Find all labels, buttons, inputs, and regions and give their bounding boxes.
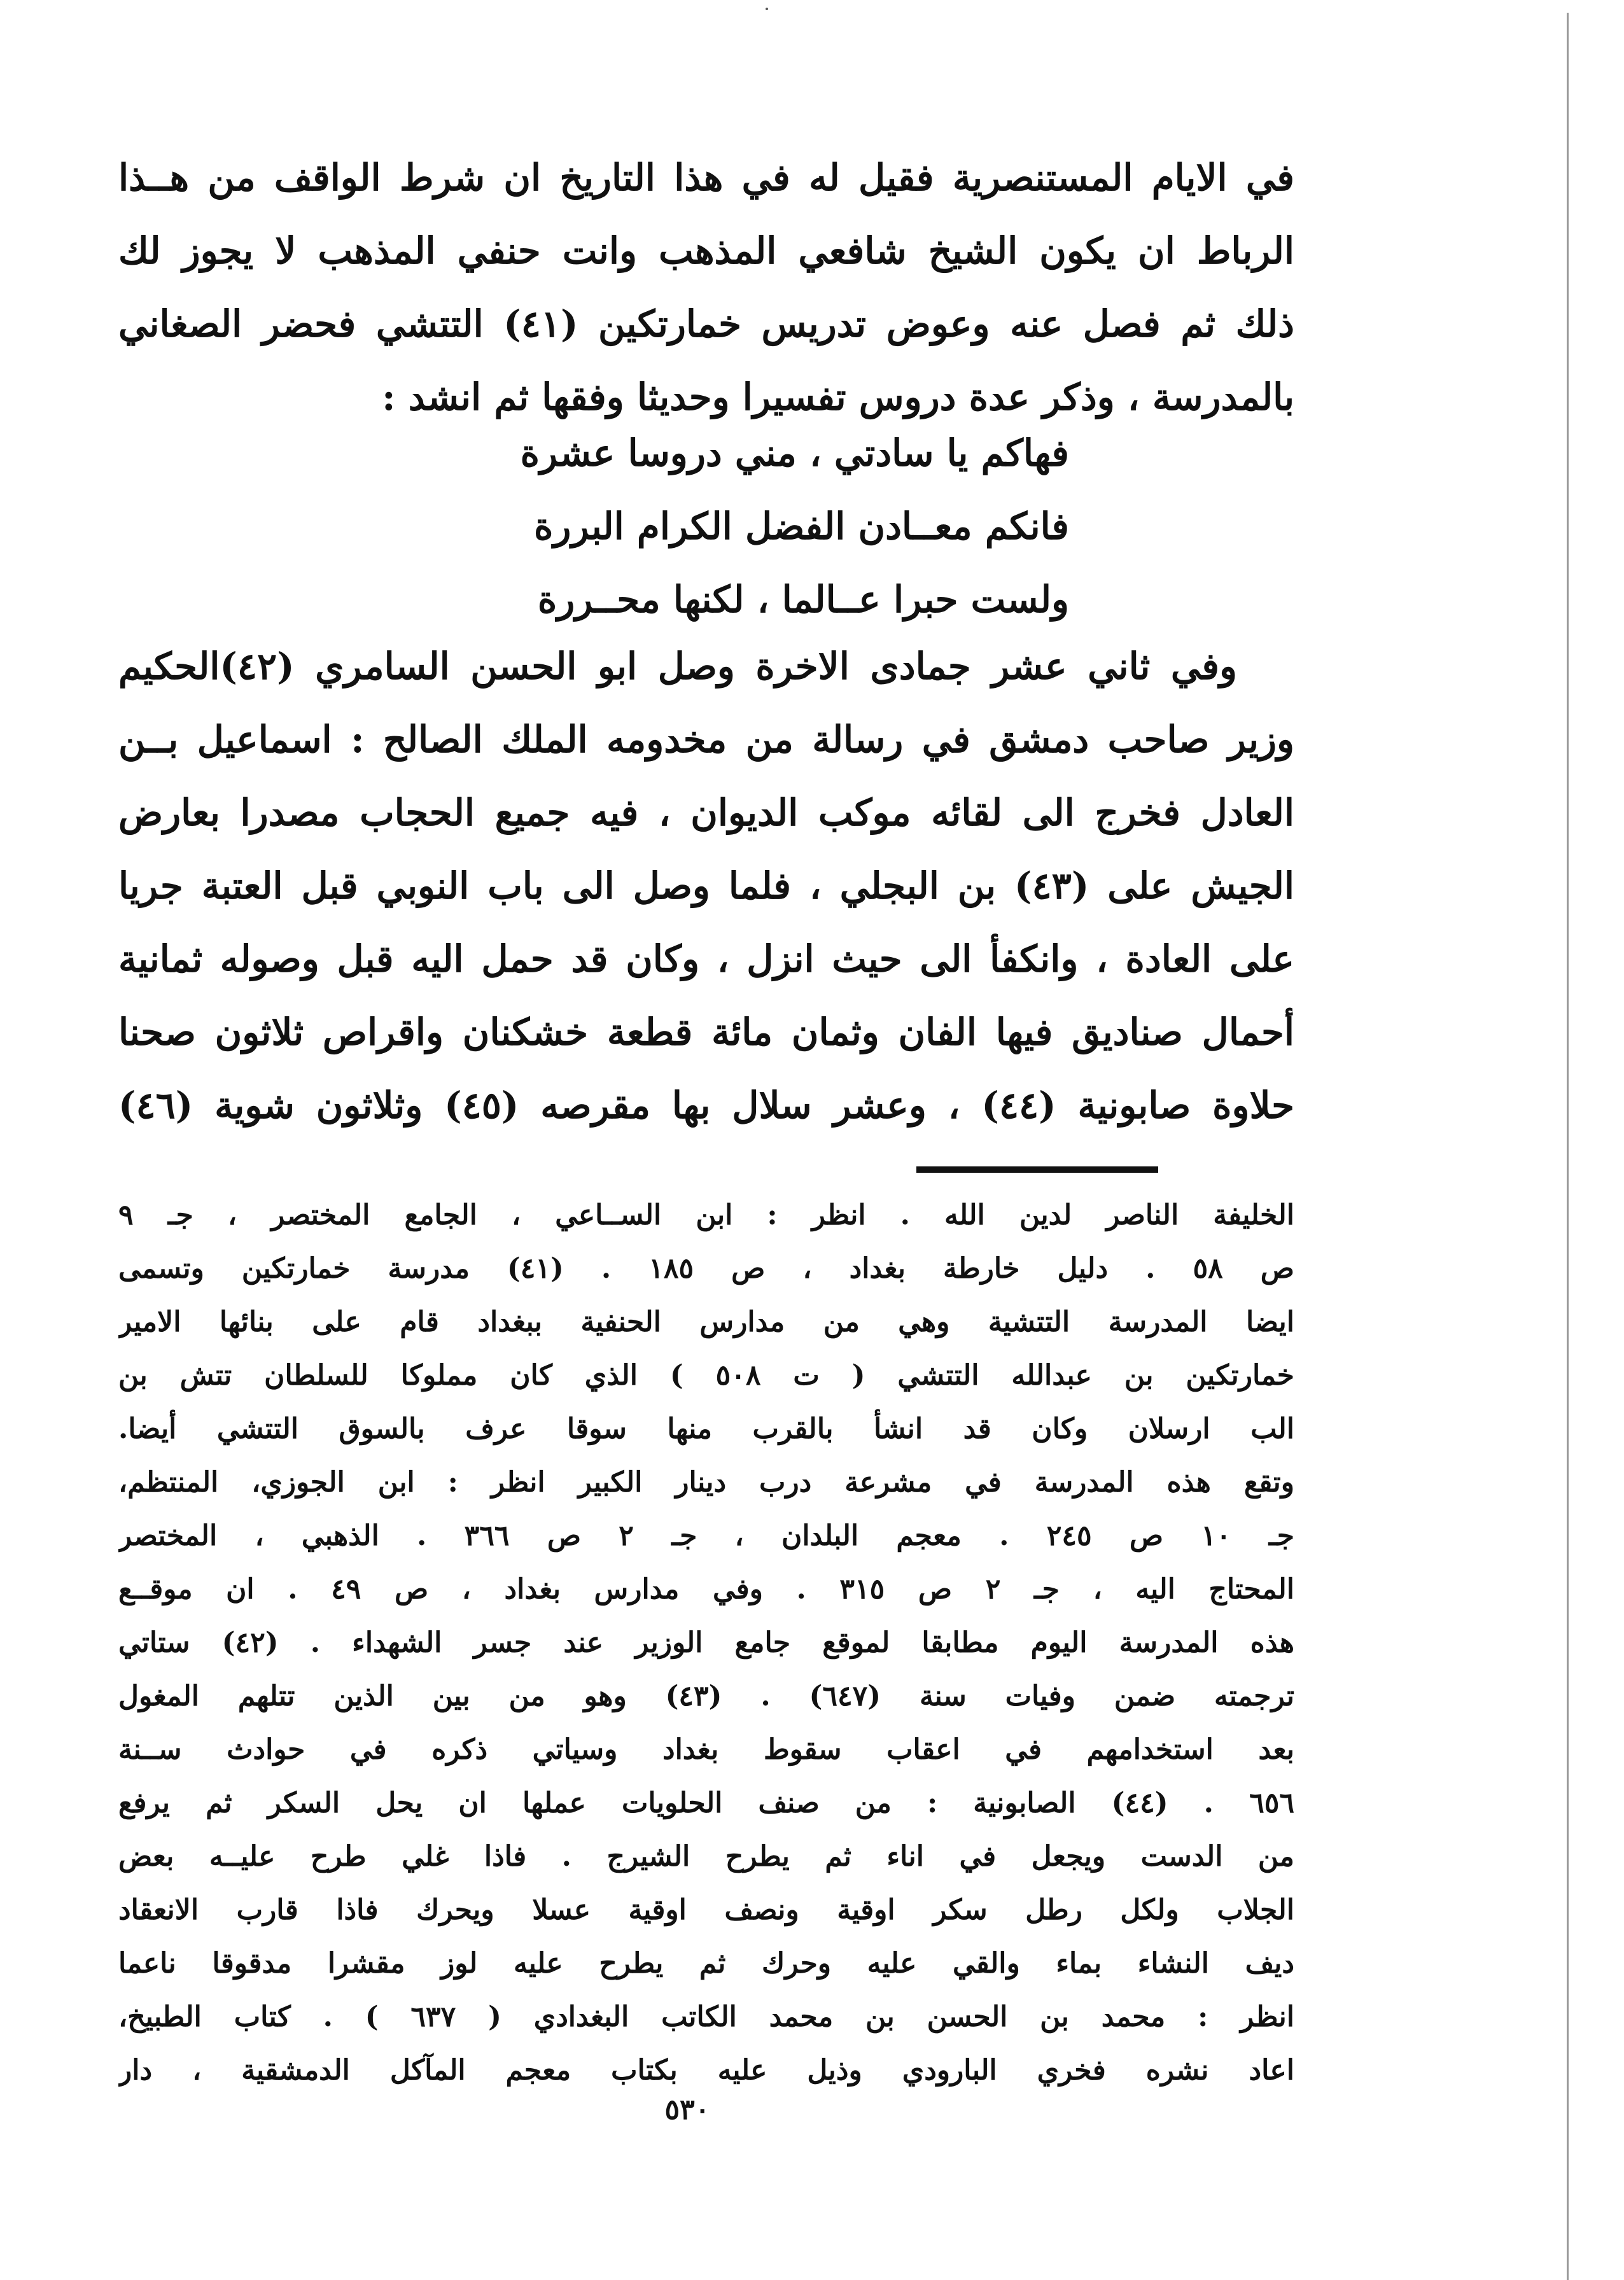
footnote-line: ترجمته ضمن وفيات سنة (٦٤٧) . (٤٣) وهو من بين الذين تتلهم المغول bbox=[118, 1680, 1294, 1712]
main-text-line: الجيش على (٤٣) بن البجلي ، فلما وصل الى باب النوبي قبل العتبة جريا bbox=[118, 864, 1294, 907]
main-text-line: بالمدرسة ، وذكر عدة دروس تفسيرا وحديثا وفقها ثم انشد : bbox=[382, 375, 1294, 419]
main-text-line: ذلك ثم فصل عنه وعوض تدريس خمارتكين (٤١) التتشي فحضر الصغاني bbox=[118, 302, 1294, 346]
footnote-line: انظر : محمد بن الحسن بن محمد الكاتب البغدادي ( ٦٣٧ ) . كتاب الطبيخ، bbox=[118, 2001, 1294, 2033]
main-text-line: وفي ثاني عشر جمادى الاخرة وصل ابو الحسن السامري (٤٢)الحكيم bbox=[118, 645, 1237, 688]
footnote-line: ٦٥٦ . (٤٤) الصابونية : من صنف الحلويات عملها ان يحل السكر ثم يرفع bbox=[118, 1787, 1294, 1819]
poem-verse: فهاكم يا سادتي ، مني دروسا عشرة bbox=[520, 431, 1069, 475]
main-paragraph bbox=[118, 141, 1294, 434]
main-text-line: العادل فخرج الى لقائه موكب الديوان ، فيه جميع الحجاب مصدرا بعارض bbox=[118, 791, 1294, 834]
footnote-line: بعد استخدامهم في اعقاب سقوط بغداد وسياتي ذكره في حوادث ســنة bbox=[118, 1733, 1294, 1766]
footnote-line: ص ٥٨ . دليل خارطة بغداد ، ص ١٨٥ . (٤١) مدرسة خمارتكين وتسمى bbox=[118, 1252, 1294, 1285]
main-text-line: وزير صاحب دمشق في رسالة من مخدومه الملك الصالح : اسماعيل بــن bbox=[118, 718, 1294, 761]
footnotes-section bbox=[118, 1189, 1294, 2097]
page-edge-line bbox=[1567, 13, 1569, 2280]
scan-speck bbox=[766, 8, 768, 10]
footnote-line: من الدست ويجعل في اناء ثم يطرح الشيرج . فاذا غلي طرح عليــه بعض bbox=[118, 1840, 1294, 1873]
main-text-line: في الايام المستنصرية فقيل له في هذا التاريخ ان شرط الواقف من هــذا bbox=[118, 156, 1294, 199]
poem-verses bbox=[445, 417, 1069, 636]
footnote-line: خمارتكين بن عبدالله التتشي ( ت ٥٠٨ ) الذي كان مملوكا للسلطان تتش بن bbox=[118, 1359, 1294, 1392]
poem-verse: فانكم معــادن الفضل الكرام البررة bbox=[534, 505, 1069, 548]
main-text-line: الرباط ان يكون الشيخ شافعي المذهب وانت حنفي المذهب لا يجوز لك bbox=[118, 229, 1294, 272]
main-text-line: على العادة ، وانكفأ الى حيث انزل ، وكان قد حمل اليه قبل وصوله ثمانية bbox=[118, 937, 1294, 981]
main-text-line: أحمال صناديق فيها الفان وثمان مائة قطعة خشكنان واقراص ثلاثون صحنا bbox=[118, 1011, 1294, 1054]
main-text-line: حلاوة صابونية (٤٤) ، وعشر سلال بها مقرصه (٤٥) وثلاثون شوية (٤٦) bbox=[118, 1084, 1294, 1127]
footnote-line: ديف النشاء بماء والقي عليه وحرك ثم يطرح عليه لوز مقشرا مدقوقا ناعما bbox=[118, 1947, 1294, 1980]
footnote-separator-rule bbox=[916, 1166, 1158, 1173]
page-number: ٥٣٠ bbox=[664, 2094, 710, 2126]
footnote-line: الب ارسلان وكان قد انشأ بالقرب منها سوقا عرف بالسوق التتشي أيضا. bbox=[118, 1413, 1294, 1445]
footnote-line: ايضا المدرسة التتشية وهي من مدارس الحنفية ببغداد قام على بنائها الامير bbox=[118, 1306, 1294, 1338]
footnote-line: اعاد نشره فخري البارودي وذيل عليه بكتاب معجم المآكل الدمشقية ، دار bbox=[118, 2054, 1294, 2087]
continuation-paragraph bbox=[118, 630, 1294, 1142]
footnote-line: جـ ١٠ ص ٢٤٥ . معجم البلدان ، جـ ٢ ص ٣٦٦ . الذهبي ، المختصر bbox=[118, 1520, 1294, 1552]
footnote-line: المحتاج اليه ، جـ ٢ ص ٣١٥ . وفي مدارس بغداد ، ص ٤٩ . ان موقــع bbox=[118, 1573, 1294, 1605]
footnote-line: الخليفة الناصر لدين الله . انظر : ابن الســاعي ، الجامع المختصر ، جـ ٩ bbox=[118, 1199, 1294, 1231]
footnote-line: هذه المدرسة اليوم مطابقا لموقع جامع الوزير عند جسر الشهداء . (٤٢) ستاتي bbox=[118, 1626, 1294, 1659]
poem-verse: ولست حبرا عــالما ، لكنها محــررة bbox=[537, 578, 1069, 621]
footnote-line: الجلاب ولكل رطل سكر اوقية ونصف اوقية عسلا ويحرك فاذا قارب الانعقاد bbox=[118, 1894, 1294, 1926]
footnote-line: وتقع هذه المدرسة في مشرعة درب دينار الكبير انظر : ابن الجوزي، المنتظم، bbox=[118, 1466, 1294, 1499]
